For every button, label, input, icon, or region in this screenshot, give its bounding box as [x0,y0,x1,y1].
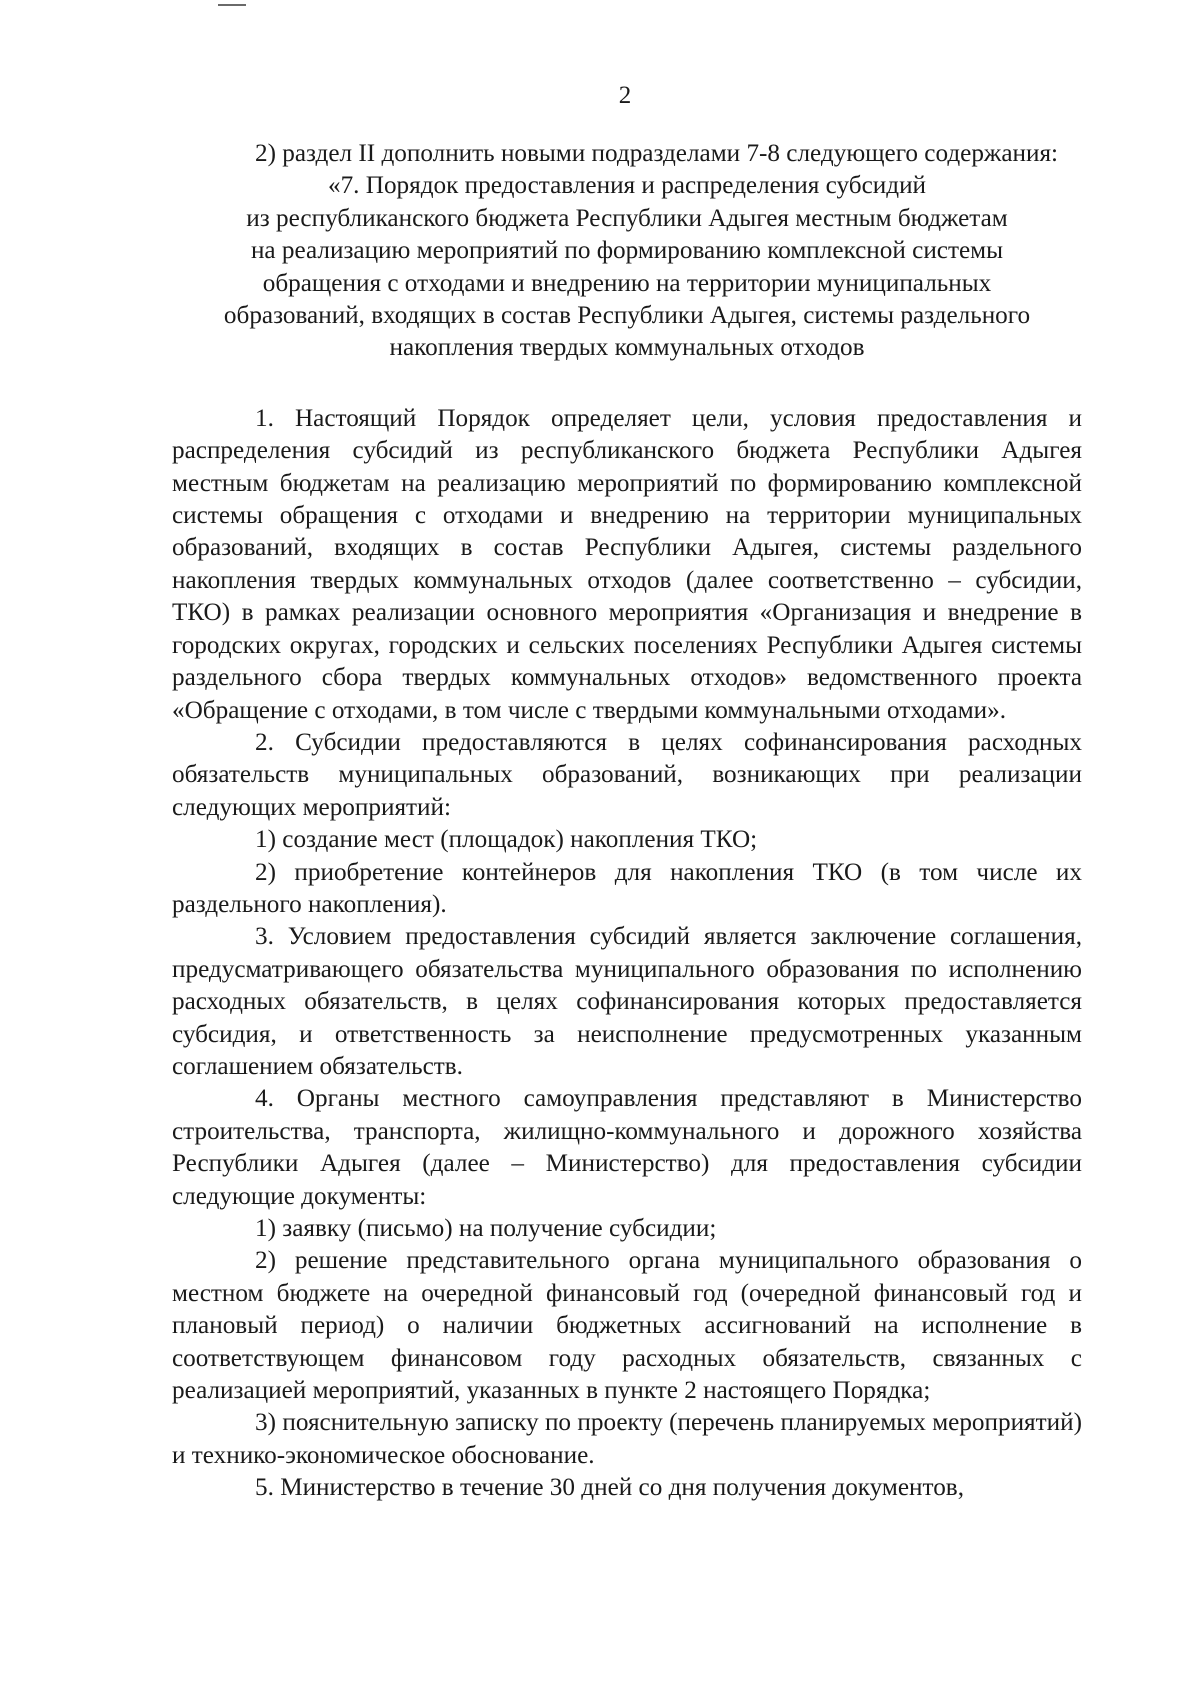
section-title-line: из республиканского бюджета Республики Адыгея местным бюджетам [246,204,1008,232]
document-body [172,138,1082,1505]
section-title [172,170,1082,364]
section-title-line: «7. Порядок предоставления и распределения субсидий [327,172,927,200]
paragraph-3: 3. Условием предоставления субсидий является заключение соглашения, предусматривающего обязательства муниципального образования по исполнению расходных обязательств, в целях софинансирования которых предоставляется субсидия, и ответственность за неисполнение предусмотренных указанным соглашением обязательств. [172,923,1082,1080]
paragraph-2-item-1: 1) создание мест (площадок) накопления ТКО; [255,826,758,854]
paragraph-2-item-2: 2) приобретение контейнеров для накопления ТКО (в том числе их раздельного накопления). [172,858,1082,918]
section-title-line: на реализацию мероприятий по формированию комплексной системы [250,237,1004,265]
paragraph-4: 4. Органы местного самоуправления представляют в Министерство строительства, транспорта, жилищно-коммунального и дорожного хозяйства Республики Адыгея (далее – Министерство) для предоставления субсидии следующие документы: [172,1085,1082,1210]
scan-artifact [218,4,246,6]
section-title-line: образований, входящих в состав Республики Адыгея, системы раздельного [223,302,1031,330]
paragraph-4-item-1: 1) заявку (письмо) на получение субсидии; [255,1215,717,1242]
paragraph-4-item-3: 3) пояснительную записку по проекту (перечень планируемых мероприятий) и технико-экономическое обоснование. [172,1409,1082,1469]
intro-paragraph: 2) раздел II дополнить новыми подразделами 7-8 следующего содержания: [255,140,1059,167]
section-title-line: обращения с отходами и внедрению на территории муниципальных [262,269,992,297]
paragraph-4-item-2: 2) решение представительного органа муниципального образования о местном бюджете на очередной финансовый год (очередной финансовый год и плановый период) о наличии бюджетных ассигнований на исполнение в соответствующем финансовом году расходных обязательств, связанных с реализацией мероприятий, указанных в пункте 2 настоящего Порядка; [172,1247,1082,1405]
section-title-line: накопления твердых коммунальных отходов [389,334,865,362]
paragraph-2: 2. Субсидии предоставляются в целях софинансирования расходных обязательств муниципальных образований, возникающих при реализации следующих мероприятий: [172,728,1082,821]
page-number: 2 [618,82,632,109]
paragraph-1: 1. Настоящий Порядок определяет цели, условия предоставления и распределения субсидий из республиканского бюджета Республики Адыгея местным бюджетам на реализацию мероприятий по формированию комплексной системы обращения с отходами и внедрению на территории муниципальных образований, входящих в состав Республики Адыгея, системы раздельного накопления твердых коммунальных отходов (далее соответственно – субсидии, ТКО) в рамках реализации основного мероприятия «Организация и внедрение в городских округах, городских и сельских поселениях Республики Адыгея системы раздельного сбора твердых коммунальных отходов» ведомственного проекта «Обращение с отходами, в том числе с твердыми коммунальными отходами». [172,404,1082,724]
paragraph-5: 5. Министерство в течение 30 дней со дня получения документов, [255,1474,964,1502]
